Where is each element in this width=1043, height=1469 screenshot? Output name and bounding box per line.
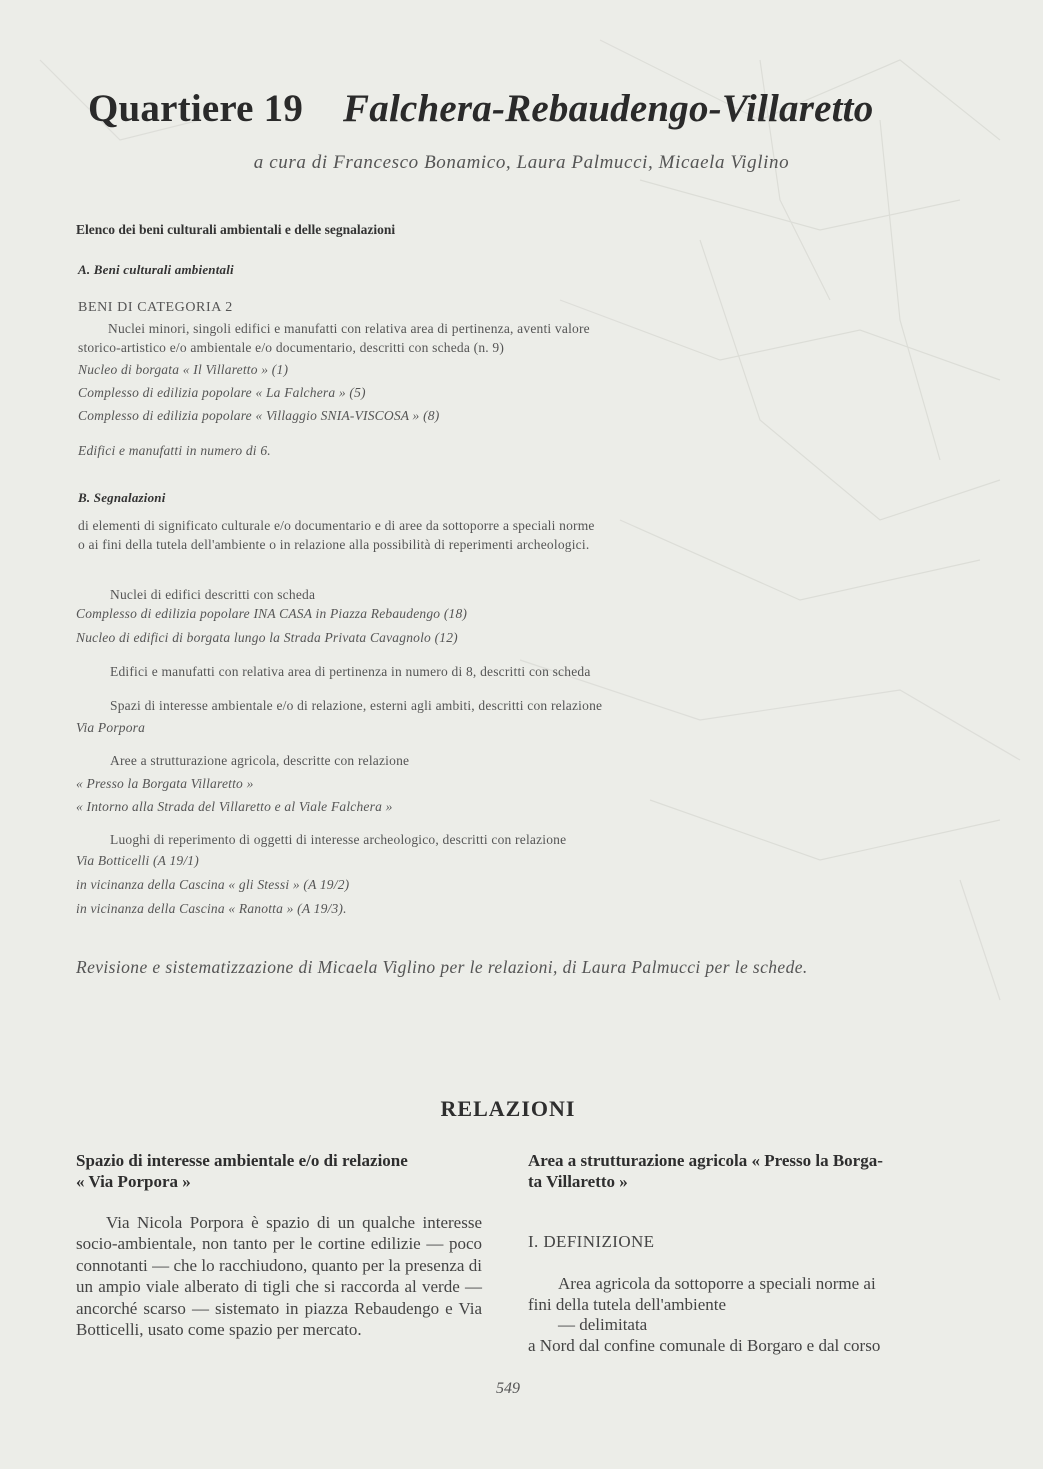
elenco-title: Elenco dei beni culturali ambientali e delle segnalazioni bbox=[76, 222, 396, 237]
section-a-desc-line2: storico-artistico e/o ambientale e/o documentario, descritti con scheda (n. 9) bbox=[78, 340, 505, 355]
list-item: « Intorno alla Strada del Villaretto e al Viale Falchera » bbox=[76, 799, 393, 814]
right-body-line: — delimitata bbox=[558, 1315, 648, 1334]
list-item: « Presso la Borgata Villaretto » bbox=[76, 776, 254, 791]
right-column-body bbox=[528, 1274, 934, 1356]
revision-note: Revisione e sistematizzazione di Micaela Viglino per le relazioni, di Laura Palmucci per le schede. bbox=[76, 957, 808, 977]
left-heading-line2: « Via Porpora » bbox=[76, 1172, 191, 1191]
list-item: in vicinanza della Cascina « Ranotta » (A 19/3). bbox=[76, 901, 347, 916]
right-body-line: Area agricola da sottoporre a speciali norme ai bbox=[558, 1274, 876, 1293]
quartiere-name: Falchera-Rebaudengo-Villaretto bbox=[343, 87, 874, 130]
quartiere-number: Quartiere 19 bbox=[88, 87, 304, 130]
right-body-line: fini della tutela dell'ambiente bbox=[528, 1294, 727, 1314]
luoghi-title: Luoghi di reperimento di oggetti di interesse archeologico, descritti con relazione bbox=[110, 832, 567, 847]
list-item: Complesso di edilizia popolare « La Falchera » (5) bbox=[78, 385, 366, 400]
aree-title: Aree a strutturazione agricola, descritte con relazione bbox=[110, 753, 410, 768]
right-heading-line2: ta Villaretto » bbox=[528, 1172, 628, 1191]
definizione-heading: I. DEFINIZIONE bbox=[528, 1232, 655, 1251]
left-heading-line1: Spazio di interesse ambientale e/o di relazione bbox=[76, 1151, 408, 1170]
section-a-heading: A. Beni culturali ambientali bbox=[78, 262, 234, 277]
right-column-heading bbox=[528, 1150, 948, 1192]
list-item: Nucleo di edifici di borgata lungo la Strada Privata Cavagnolo (12) bbox=[76, 630, 458, 645]
page-number: 549 bbox=[496, 1380, 520, 1397]
list-item: in vicinanza della Cascina « gli Stessi » (A 19/2) bbox=[76, 877, 350, 892]
right-heading-line1: Area a strutturazione agricola « Presso la Borga- bbox=[528, 1151, 883, 1170]
page-title bbox=[88, 86, 873, 131]
list-item: Nucleo di borgata « Il Villaretto » (1) bbox=[78, 362, 289, 377]
section-b-heading: B. Segnalazioni bbox=[78, 490, 166, 505]
left-body-paragraph: Via Nicola Porpora è spazio di un qualche interesse socio-ambientale, non tanto per le cortine edilizie — poco connotanti — che lo racchiudono, quanto per la presenza di un ampio viale alberato di tigli che si raccorda al verde — ancorché scarso — sistemato in piazza Rebaudengo e Via Botticelli, usato come spazio per mercato. bbox=[76, 1213, 482, 1340]
list-item: Via Botticelli (A 19/1) bbox=[76, 853, 199, 868]
section-a-desc-line1: Nuclei minori, singoli edifici e manufatti con relativa area di pertinenza, aventi valore bbox=[108, 321, 590, 336]
right-body-line: a Nord dal confine comunale di Borgaro e dal corso bbox=[528, 1335, 881, 1355]
section-b-desc-line2: o ai fini della tutela dell'ambiente o in relazione alla possibilità di reperimenti archeologici. bbox=[78, 537, 590, 552]
left-column-heading bbox=[76, 1150, 496, 1192]
section-b-desc-line1: di elementi di significato culturale e/o documentario e di aree da sottoporre a speciali norme bbox=[78, 518, 595, 533]
curators-line: a cura di Francesco Bonamico, Laura Palmucci, Micaela Viglino bbox=[253, 152, 790, 173]
list-item: Via Porpora bbox=[76, 720, 146, 735]
relazioni-heading: RELAZIONI bbox=[440, 1096, 576, 1121]
category-heading: BENI DI CATEGORIA 2 bbox=[78, 300, 233, 315]
section-a-edifici: Edifici e manufatti in numero di 6. bbox=[78, 443, 271, 458]
left-column-body bbox=[76, 1212, 482, 1340]
edifici-line: Edifici e manufatti con relativa area di pertinenza in numero di 8, descritti con scheda bbox=[110, 664, 591, 679]
list-item: Complesso di edilizia popolare « Villaggio SNIA-VISCOSA » (8) bbox=[78, 408, 440, 423]
list-item: Complesso di edilizia popolare INA CASA in Piazza Rebaudengo (18) bbox=[76, 606, 468, 621]
nuclei-title: Nuclei di edifici descritti con scheda bbox=[110, 587, 316, 602]
spazi-title: Spazi di interesse ambientale e/o di relazione, esterni agli ambiti, descritti con relazione bbox=[110, 698, 603, 713]
